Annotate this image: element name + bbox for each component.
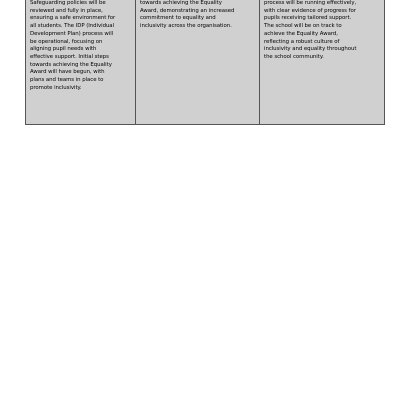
text-line: Award, demonstrating an increased xyxy=(140,7,235,14)
text-line: inclusivity across the organisation. xyxy=(140,23,232,30)
text-line: pupils receiving tailored support. xyxy=(264,15,352,22)
text-line: plans and teams in place to xyxy=(30,77,104,84)
text-line: ensuring a safe environment for xyxy=(30,15,116,22)
milestones-table xyxy=(25,0,385,125)
text-line: promote inclusivity. xyxy=(30,84,82,91)
text-line: commitment to equality and xyxy=(140,15,216,22)
text-line: effective support. Initial steps xyxy=(30,53,109,60)
text-line: achieve the Equality Award, xyxy=(264,30,338,37)
table-cell-col1 xyxy=(26,0,136,124)
text-line: Award will have begun, with xyxy=(30,69,105,76)
text-line: reflecting a robust culture of xyxy=(264,38,340,45)
text-line: the school community. xyxy=(264,53,324,60)
text-line: inclusivity and equality throughout xyxy=(264,46,357,53)
text-line: with clear evidence of progress for xyxy=(264,7,356,14)
cell-text xyxy=(140,0,256,31)
text-line: reviewed and fully in place, xyxy=(30,7,103,14)
text-line: be operational, focusing on xyxy=(30,38,103,45)
text-line: process will be running effectively, xyxy=(264,0,357,6)
table-cell-col2 xyxy=(136,0,260,124)
table-cell-col3 xyxy=(260,0,384,124)
text-line: towards achieving the Equality xyxy=(30,61,112,68)
text-line: aligning pupil needs with xyxy=(30,46,97,53)
text-line: all students. The IDP (Individual xyxy=(30,23,115,30)
cell-text xyxy=(264,0,381,62)
text-line: Safeguarding policies will be xyxy=(30,0,106,6)
text-line: Development Plan) process will xyxy=(30,30,114,37)
text-line: towards achieving the Equality xyxy=(140,0,222,6)
cell-text xyxy=(30,0,132,92)
text-line: The school will be on track to xyxy=(264,23,342,30)
